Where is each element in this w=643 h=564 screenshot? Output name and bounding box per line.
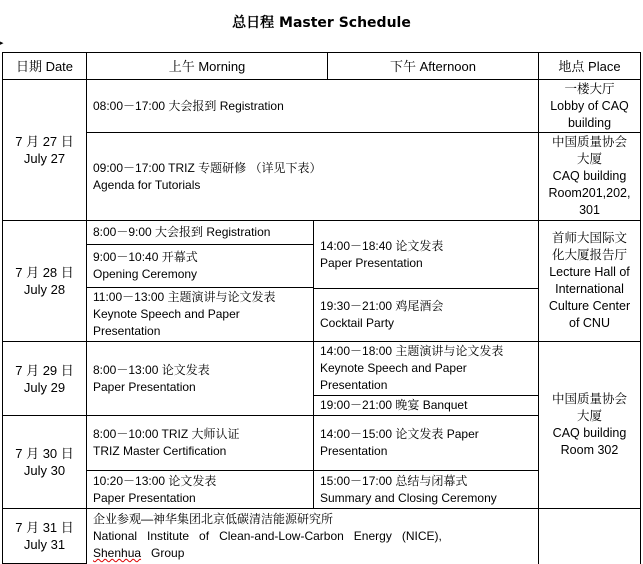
session-jul30-closing: 15:00－17:00 总结与闭幕式 Summary and Closing Ceremony [313,470,539,509]
date-cell-jul31: 7 月 31 日 July 31 [2,508,87,564]
header-place: 地点 Place [538,52,641,80]
session-jul28-opening: 9:00－10:40 开幕式 Opening Ceremony [86,244,314,288]
session-jul29-papers: 8:00－13:00 论文发表 Paper Presentation [86,341,314,416]
header-date: 日期 Date [2,52,87,80]
spellcheck-underline: Shenhua [93,546,142,560]
date-cell-jul27 [2,79,87,221]
session-jul30-afternoon-papers: 14:00－15:00 论文发表 Paper Presentation [313,415,539,471]
session-jul30-certification: 8:00－10:00 TRIZ 大师认证 TRIZ Master Certification [86,415,314,471]
expand-marker-icon: ▸ [0,40,4,47]
header-morning: 上午 Morning [86,52,328,80]
date-cell-jul29: 7 月 29 日 July 29 [2,341,87,416]
place-jul29-30-caq: 中国质量协会 大厦 CAQ building Room 302 [538,341,641,509]
place-jul27-lobby: 一楼大厅 Lobby of CAQ building [538,79,641,133]
session-jul27-triz: 09:00－17:00 TRIZ 专题研修 （详见下表） Agenda for Tutorials [86,132,539,221]
place-jul31-empty [538,508,641,564]
session-jul29-keynote: 14:00－18:00 主题演讲与论文发表 Keynote Speech and Paper Presentation [313,341,539,396]
session-jul28-keynote: 11:00－13:00 主题演讲与论文发表 Keynote Speech and Paper Presentation [86,287,314,342]
place-jul28-cnu: 首师大国际文 化大厦报告厅 Lecture Hall of International Culture Center of CNU [538,220,641,342]
place-jul27-caq: 中国质量协会 大厦 CAQ building Room201,202, 301 [538,132,641,221]
session-jul28-cocktail: 19:30－21:00 鸡尾酒会 Cocktail Party [313,288,539,342]
session-jul27-registration: 08:00－17:00 大会报到 Registration [86,79,539,133]
date-cell-jul28: 7 月 28 日 July 28 [2,220,87,342]
date-cell-jul30: 7 月 30 日 July 30 [2,415,87,509]
session-jul29-banquet: 19:00－21:00 晚宴 Banquet [313,395,539,416]
session-jul28-registration: 8:00－9:00 大会报到 Registration [86,220,314,245]
session-jul28-papers: 14:00－18:40 论文发表 Paper Presentation [313,220,539,289]
date-cn: 7 月 27 日 [15,134,74,149]
session-jul31-visit: 企业参观—神华集团北京低碳清洁能源研究所 National Institute of Clean-and-Low-Carbon Energy (NICE), Shenhua Group [86,508,539,564]
page-title: 总日程 Master Schedule [232,15,411,31]
session-jul30-papers: 10:20－13:00 论文发表 Paper Presentation [86,470,314,509]
header-afternoon: 下午 Afternoon [327,52,539,80]
date-en: July 27 [23,151,66,166]
